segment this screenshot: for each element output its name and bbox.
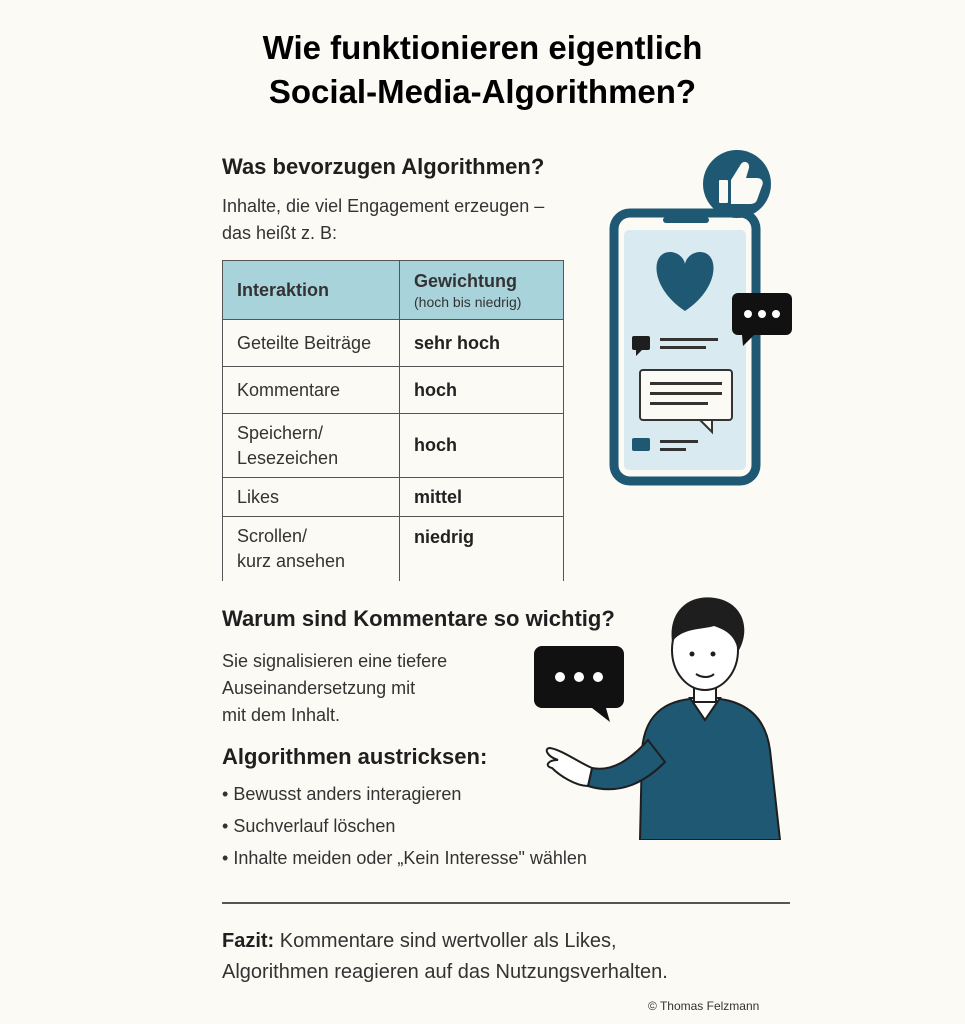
table-row: [223, 478, 564, 517]
table-cell-interaction: Kommentare: [223, 367, 400, 414]
list-item: • Suchverlauf löschen: [222, 810, 587, 842]
intro-line-1: Inhalte, die viel Engagement erzeugen –: [222, 196, 545, 216]
page-title: [0, 26, 965, 114]
section-intro: [222, 193, 544, 247]
list-item: • Bewusst anders interagieren: [222, 778, 587, 810]
table-cell-interaction-line-1: Scrollen/: [237, 525, 308, 546]
table-cell-interaction: [223, 414, 400, 478]
table-cell-weight: hoch: [400, 414, 564, 478]
conclusion: [222, 926, 842, 988]
table-cell-weight: sehr hoch: [400, 320, 564, 367]
table-cell-interaction-line-2: Lesezeichen: [237, 447, 339, 468]
table-header-row: [223, 261, 564, 320]
phone-speaker: [663, 217, 709, 223]
table-cell-interaction-line-1: Speichern/: [237, 422, 324, 443]
conclusion-line-2: Algorithmen reagieren auf das Nutzungsverhalten.: [222, 961, 668, 983]
section-heading-preferences: Was bevorzugen Algorithmen?: [222, 154, 545, 179]
table-cell-weight: niedrig: [400, 517, 564, 581]
title-line-1: Wie funktionieren eigentlich: [262, 29, 703, 66]
table-cell-interaction: Likes: [223, 478, 400, 517]
table-cell-weight: mittel: [400, 478, 564, 517]
title-line-2: Social-Media-Algorithmen?: [268, 73, 697, 110]
table-row: [223, 517, 564, 581]
table-cell-weight: hoch: [400, 367, 564, 414]
section-heading-comments: Warum sind Kommentare so wichtig?: [222, 606, 615, 631]
section-comments-text: [222, 648, 447, 729]
tricks-list: [222, 778, 587, 874]
conclusion-line-1: [222, 926, 842, 957]
speech-bubble-icon: [534, 646, 624, 722]
table-row: [223, 414, 564, 478]
person-head: [672, 597, 745, 690]
comments-line-3: mit dem Inhalt.: [222, 705, 341, 725]
table-header-weight-sub: (hoch bis niedrig): [414, 293, 522, 310]
divider: [222, 902, 790, 904]
table-cell-interaction-line-2: kurz ansehen: [237, 550, 346, 571]
table-cell-interaction: [223, 517, 400, 581]
interaction-weight-table: [222, 260, 564, 581]
table-row: [223, 320, 564, 367]
intro-line-2: das heißt z. B:: [222, 223, 338, 243]
comments-line-2: Auseinandersetzung mit: [222, 678, 416, 698]
comments-line-1: Sie signalisieren eine tiefere: [222, 651, 448, 671]
table-header-weight: [400, 261, 564, 320]
phone-illustration: [600, 148, 805, 493]
table-row: [223, 367, 564, 414]
conclusion-text-1: Kommentare sind wertvoller als Likes,: [279, 930, 617, 952]
list-item: • Inhalte meiden oder „Kein Interesse" wählen: [222, 842, 587, 874]
copyright-note: © Thomas Felzmann: [648, 999, 760, 1013]
thumbs-up-icon: [703, 150, 771, 218]
table-header-interaction: Interaktion: [223, 261, 400, 320]
table-cell-interaction: Geteilte Beiträge: [223, 320, 400, 367]
table-header-weight-label: Gewichtung: [414, 270, 517, 291]
section-heading-tricks: Algorithmen austricksen:: [222, 744, 488, 769]
conclusion-label: Fazit:: [222, 930, 275, 952]
